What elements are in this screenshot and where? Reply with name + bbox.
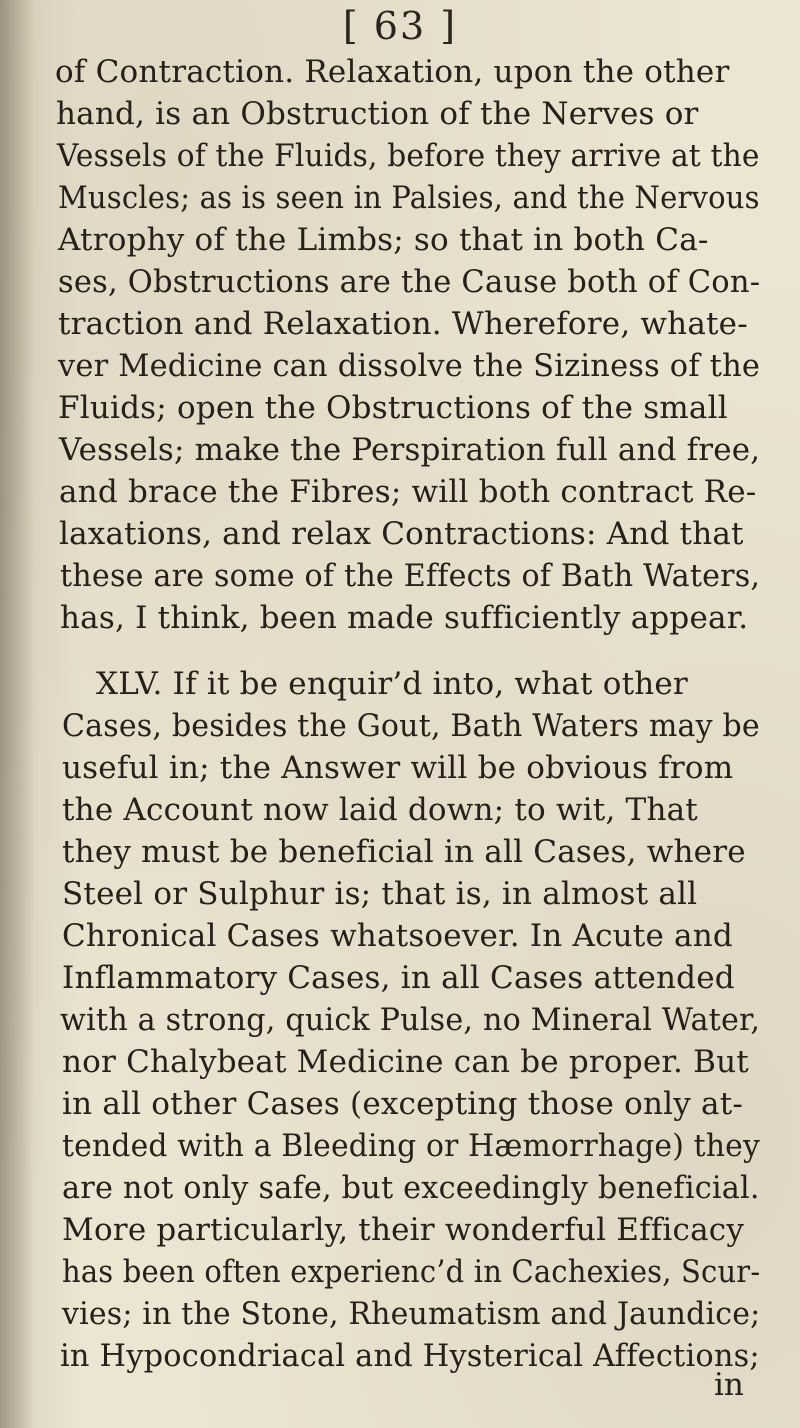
text-line: laxations, and relax Contractions: And that (59, 516, 744, 552)
text-line: Vessels of the Fluids, before they arrive at the (57, 138, 760, 174)
text-line: of Contraction. Relaxation, upon the other (55, 54, 730, 90)
text-line: XLV. If it be enquir’d into, what other (96, 666, 688, 702)
text-line: vies; in the Stone, Rheumatism and Jaundice; (62, 1296, 761, 1332)
text-line: Vessels; make the Perspiration full and free, (59, 432, 761, 468)
text-line: useful in; the Answer will be obvious from (62, 750, 734, 786)
text-line: Chronical Cases whatsoever. In Acute and (62, 918, 733, 954)
text-line: they must be beneficial in all Cases, where (62, 834, 746, 870)
text-line: ver Medicine can dissolve the Siziness of the (58, 348, 761, 384)
text-line: Atrophy of the Limbs; so that in both Ca- (58, 222, 709, 258)
text-line: with a strong, quick Pulse, no Mineral Water, (60, 1002, 761, 1038)
text-line: these are some of the Effects of Bath Waters, (60, 558, 761, 594)
text-line: has been often experienc’d in Cachexies, Scur- (62, 1254, 761, 1290)
text-line: nor Chalybeat Medicine can be proper. But (62, 1044, 749, 1080)
text-line: are not only safe, but exceedingly beneficial. (62, 1170, 760, 1206)
spine-shadow (0, 0, 34, 1428)
catchword: in (714, 1367, 744, 1403)
text-line: the Account now laid down; to wit, That (62, 792, 698, 828)
text-line: tended with a Bleeding or Hæmorrhage) they (62, 1128, 761, 1164)
text-line: Steel or Sulphur is; that is, in almost all (62, 876, 698, 912)
text-line: Muscles; as is seen in Palsies, and the Nervous (58, 180, 760, 216)
text-line: Inflammatory Cases, in all Cases attended (62, 960, 735, 996)
text-line: in Hypocondriacal and Hysterical Affections; (60, 1338, 760, 1374)
text-line: and brace the Fibres; will both contract Re- (59, 474, 757, 510)
text-line: in all other Cases (excepting those only at- (62, 1086, 744, 1122)
text-line: traction and Relaxation. Wherefore, whate- (58, 306, 748, 342)
text-line: Fluids; open the Obstructions of the small (58, 390, 728, 426)
page-number: [ 63 ] (342, 4, 458, 48)
text-line: ses, Obstructions are the Cause both of Con- (58, 264, 761, 300)
text-line: More particularly, their wonderful Efficacy (62, 1212, 745, 1248)
text-line: has, I think, been made sufficiently appear. (60, 600, 749, 636)
text-line: Cases, besides the Gout, Bath Waters may be (62, 708, 760, 744)
text-line: hand, is an Obstruction of the Nerves or (56, 96, 699, 132)
